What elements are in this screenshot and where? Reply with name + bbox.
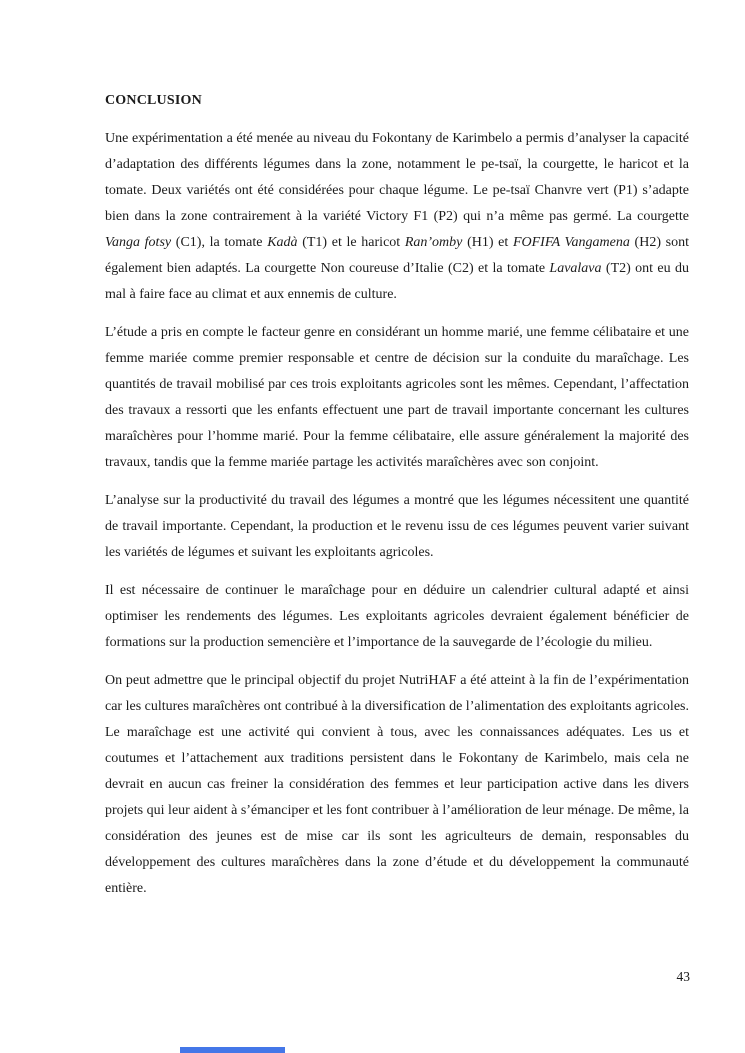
text-run: On peut admettre que le principal objectif du projet NutriHAF a été atteint à la fin de l’expérimentation car les cultures maraîchères ont contribué à la diversification de l’alimentation des exploitants agricoles. Le maraîchage est une activité qui convient à tous, avec les connaissances adéquates. Les us et coutumes et l’attachement aux traditions persistent dans le Fokontany de Karimbelo, mais cela ne devrait en aucun cas freiner la considération des femmes et leur participation active dans les divers projets qui leur aident à s’émanciper et les font contribuer à l’amélioration de leur ménage. De même, la considération des jeunes est de mise car ils sont les agriculteurs de demain, responsables du développement des cultures maraîchères dans la zone d’étude et du développement la communauté entière. — [105, 673, 689, 896]
document-content — [105, 88, 689, 914]
paragraph — [105, 488, 689, 566]
paragraph — [105, 320, 689, 476]
italic-text-run: FOFIFA Vangamena — [512, 235, 630, 250]
paragraph — [105, 126, 689, 308]
text-run: (C1), la tomate — [171, 235, 268, 250]
section-heading: CONCLUSION — [105, 93, 202, 108]
text-run: L’étude a pris en compte le facteur genre en considérant un homme marié, une femme célibataire et une femme mariée comme premier responsable et centre de décision sur la conduite du maraîchage. Les quantités de travail mobilisé par ces trois exploitants agricoles sont les mêmes. Cependant, l’affectation des travaux a ressorti que les enfants effectuent une part de travail importante concernant les cultures maraîchères pour l’homme marié. Pour la femme célibataire, elle assure généralement la majorité des travaux, tandis que la femme mariée partage les activités maraîchères avec son conjoint. — [105, 325, 689, 470]
italic-text-run: Lavalava — [549, 261, 602, 276]
text-run: (H2) sont également bien adaptés. La courgette Non coureuse d’Italie (C2) et la tomate — [105, 235, 689, 276]
text-run: (T1) et le haricot — [297, 235, 405, 250]
italic-text-run: Ran’omby — [404, 235, 463, 250]
paragraphs — [105, 126, 689, 902]
italic-text-run: Kadà — [267, 235, 298, 250]
text-run: (T2) ont eu du mal à faire face au climat et aux ennemis de culture. — [105, 261, 689, 302]
text-run: Une expérimentation a été menée au niveau du Fokontany de Karimbelo a permis d’analyser la capacité d’adaptation des différents légumes dans la zone, notamment le pe-tsaï, la courgette, le haricot et la tomate. Deux variétés ont été considérées pour chaque légume. Le pe-tsaï Chanvre vert (P1) s’adapte bien dans la zone contrairement à la variété Victory F1 (P2) qui n’a même pas germé. La courgette — [105, 131, 689, 224]
text-run: Il est nécessaire de continuer le maraîchage pour en déduire un calendrier cultural adapté et ainsi optimiser les rendements des légumes. Les exploitants agricoles devraient également bénéficier de formations sur la production semencière et l’importance de la sauvegarde de l’écologie du milieu. — [105, 583, 689, 650]
text-run: L’analyse sur la productivité du travail des légumes a montré que les légumes nécessitent une quantité de travail importante. Cependant, la production et le revenu issu de ces légumes peuvent varier suivant les variétés de légumes et suivant les exploitants agricoles. — [105, 493, 689, 560]
paragraph — [105, 578, 689, 656]
bottom-blue-bar — [180, 1047, 285, 1053]
paragraph — [105, 668, 689, 902]
text-run: (H1) et — [462, 235, 513, 250]
page-number: 43 — [676, 969, 690, 984]
italic-text-run: Vanga fotsy — [105, 235, 172, 250]
